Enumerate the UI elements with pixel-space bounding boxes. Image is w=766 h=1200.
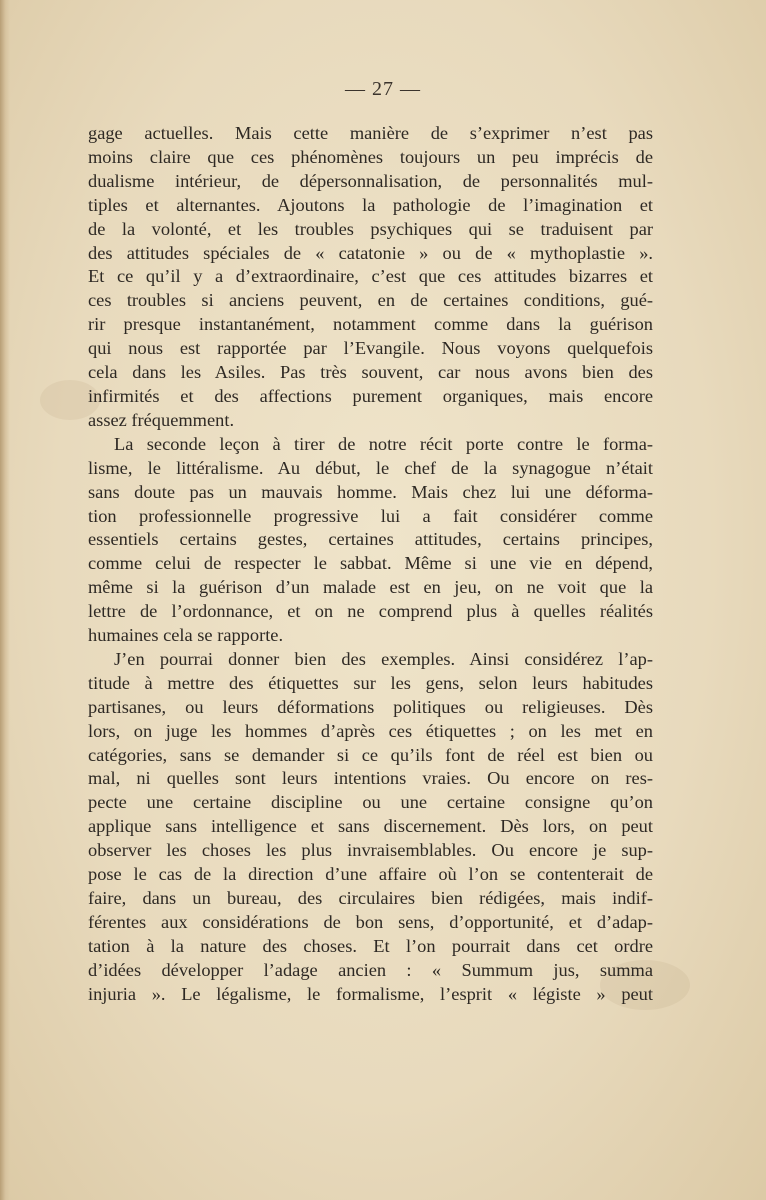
text-line: sans doute pas un mauvais homme. Mais chez lui une déforma- xyxy=(88,481,653,502)
page-edge-shadow xyxy=(0,0,10,1200)
text-line: de la volonté, et les troubles psychiques qui se traduisent par xyxy=(88,218,653,239)
text-line: tion professionnelle progressive lui a fait considérer comme xyxy=(88,505,653,526)
text-line: assez fréquemment. xyxy=(88,409,235,430)
text-line: gage actuelles. Mais cette manière de s’exprimer n’est pas xyxy=(88,123,653,143)
text-line: pose le cas de la direction d’une affaire où l’on se contenterait de xyxy=(88,864,653,885)
text-line: lors, on juge les hommes d’après ces étiquettes ; on les met en xyxy=(88,720,653,741)
text-line: applique sans intelligence et sans discernement. Dès lors, on peut xyxy=(88,816,653,837)
text-line: titude à mettre des étiquettes sur les gens, selon leurs habitudes xyxy=(88,672,653,693)
text-line: mal, ni quelles sont leurs intentions vraies. Ou encore on res- xyxy=(88,768,653,789)
text-line: faire, dans un bureau, des circulaires bien rédigées, mais indif- xyxy=(88,888,653,908)
text-line: tation à la nature des choses. Et l’on pourrait dans cet ordre xyxy=(88,935,653,956)
text-line: infirmités et des affections purement organiques, mais encore xyxy=(88,385,653,406)
text-line: tiples et alternantes. Ajoutons la pathologie de l’imagination et xyxy=(88,194,653,215)
paragraph-3 xyxy=(88,648,653,1007)
paragraph-1 xyxy=(88,122,653,433)
text-line: férentes aux considérations de bon sens, d’opportunité, et d’adap- xyxy=(88,911,653,932)
text-line: injuria ». Le légalisme, le formalisme, l’esprit « légiste » peut xyxy=(88,983,653,1004)
text-line: lisme, le littéralisme. Au début, le chef de la synagogue n’était xyxy=(88,457,653,478)
text-line: même si la guérison d’un malade est en jeu, on ne voit que la xyxy=(88,577,653,598)
text-line: rir presque instantanément, notamment comme dans la guérison xyxy=(88,314,653,335)
text-line: dualisme intérieur, de dépersonnalisation, de personnalités mul- xyxy=(88,170,653,191)
text-line: qui nous est rapportée par l’Evangile. Nous voyons quelquefois xyxy=(88,338,653,359)
text-line: humaines cela se rapporte. xyxy=(88,625,284,646)
text-line: moins claire que ces phénomènes toujours un peu imprécis de xyxy=(88,146,653,167)
text-line: La seconde leçon à tirer de notre récit porte contre le forma- xyxy=(114,433,653,454)
text-line: Et ce qu’il y a d’extraordinaire, c’est que ces attitudes bizarres et xyxy=(88,266,653,287)
text-line: comme celui de respecter le sabbat. Même si une vie en dépend, xyxy=(88,553,653,574)
text-line: partisanes, ou leurs déformations politiques ou religieuses. Dès xyxy=(88,696,653,717)
text-line: catégories, sans se demander si ce qu’ils font de réel est bien ou xyxy=(88,744,653,765)
text-line: essentiels certains gestes, certaines attitudes, certains principes, xyxy=(88,529,653,550)
paragraph-2 xyxy=(88,433,653,648)
text-line: ces troubles si anciens peuvent, en de certaines conditions, gué- xyxy=(88,290,653,311)
body-text xyxy=(88,122,653,1007)
text-line: J’en pourrai donner bien des exemples. Ainsi considérez l’ap- xyxy=(114,648,653,669)
text-line: des attitudes spéciales de « catatonie » ou de « mythoplastie ». xyxy=(88,242,653,263)
text-line: cela dans les Asiles. Pas très souvent, car nous avons bien des xyxy=(88,362,653,383)
text-line: pecte une certaine discipline ou une certaine consigne qu’on xyxy=(88,792,653,813)
text-line: lettre de l’ordonnance, et on ne comprend plus à quelles réalités xyxy=(88,601,653,622)
page-number: — 27 — xyxy=(345,78,421,100)
text-line: observer les choses les plus invraisemblables. Ou encore je sup- xyxy=(88,840,653,861)
text-line: d’idées développer l’adage ancien : « Summum jus, summa xyxy=(88,959,653,980)
